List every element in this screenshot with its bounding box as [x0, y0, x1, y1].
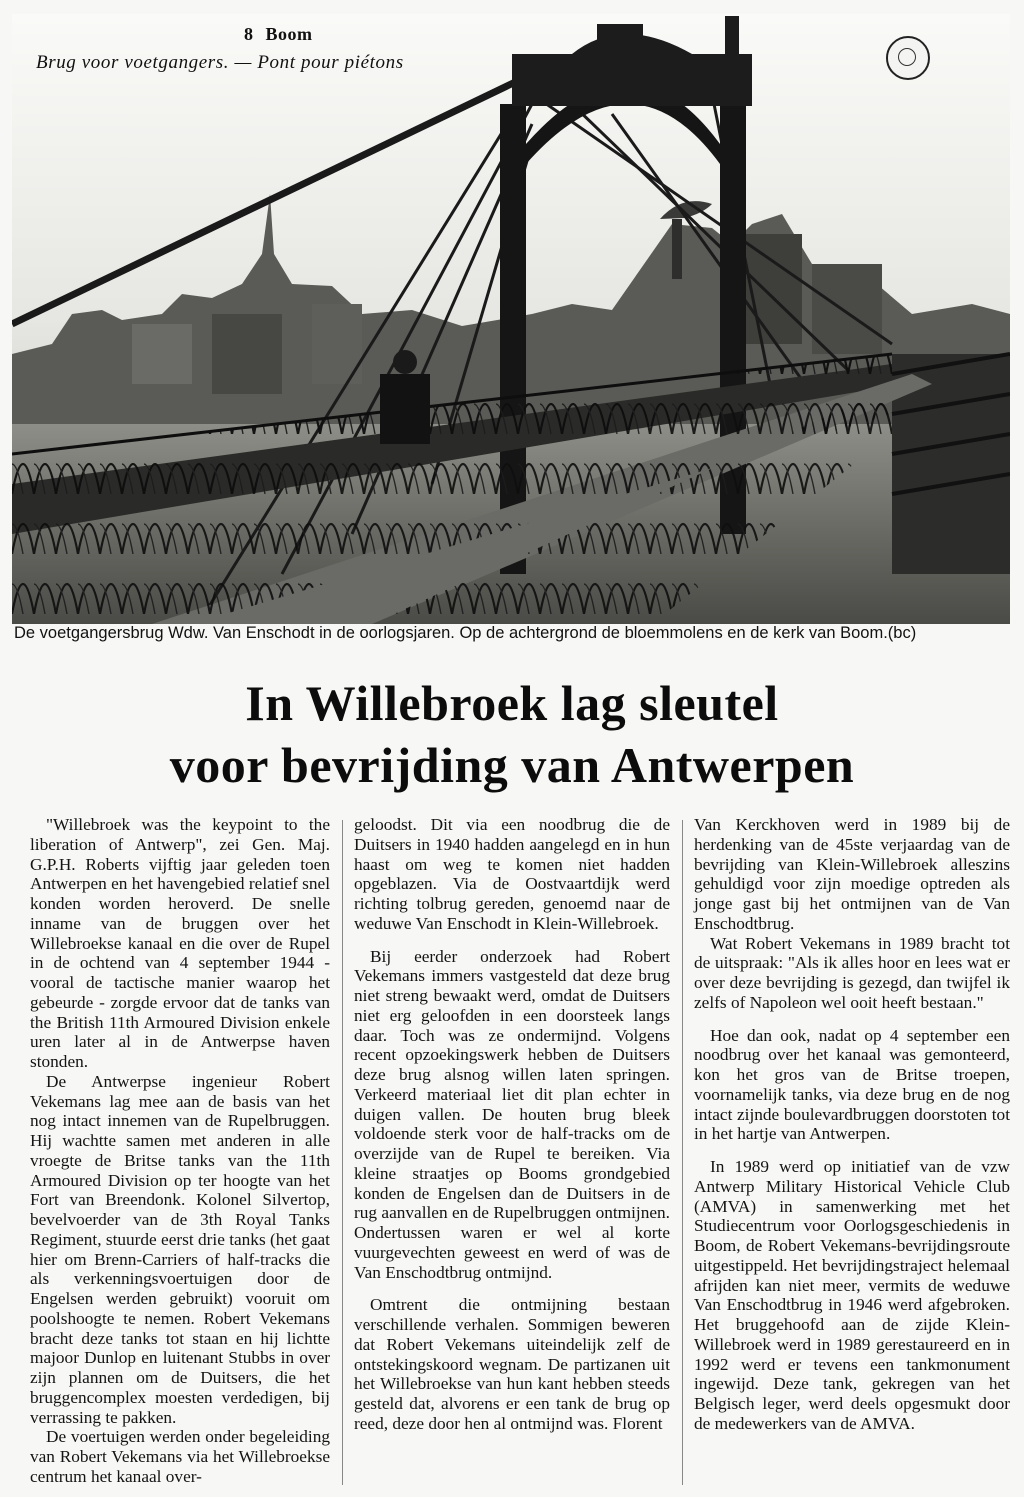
bridge-photo-drawing [12, 14, 1010, 624]
paragraph: Hoe dan ook, nadat op 4 september een noodbrug over het kanaal was gemonteerd, kon het gros van de Britse troepen, voornamelijk tanks, via deze brug en de nog intact zijnde boulevardbruggen doorstoten tot in het hartje van Antwerpen. [694, 1025, 1010, 1144]
bridge-photo [12, 14, 1010, 624]
photo-caption: De voetgangersbrug Wdw. Van Enschodt in de oorlogsjaren. Op de achtergrond de bloemmolens en de kerk van Boom.(bc) [14, 624, 917, 642]
photo-subtitle: Brug voor voetgangers. — Pont pour piétons [36, 52, 404, 73]
article-headline [0, 672, 1024, 796]
article-column-2 [354, 815, 670, 1434]
paragraph: Bij eerder onderzoek had Robert Vekemans immers vastgesteld dat deze brug niet streng bewaakt werd, omdat de Duitsers niet erg geloofden in een doorsteek langs daar. Toch was ze ondermijnd. Volgens recent opzoekingswerk hebben de Duitsers deze brug alsnog willen laten springen. Verkeerd materiaal liet dit plan echter in duigen vallen. De houten brug bleek voldoende sterk voor de half-tracks om de overzijde van de Rupel te bereiken. Via kleine straatjes op Booms grondgebied konden de Engelsen dan de Duitsers in de rug aanvallen en de Rupelbruggen ontmijnen. Ondertussen waren er wel al korte vuurgevechten geweest en werd of was de Van Enschodtbrug ontmijnd. [354, 946, 670, 1282]
paragraph: Omtrent die ontmijning bestaan verschillende verhalen. Sommigen beweren dat Robert Vekemans uiteindelijk zelf de ontstekingskoord wegnam. De partizanen uit het Willebroekse van hun kant hebben steeds gesteld dat, alvorens er een tank de brug op reed, deze door hen al ontmijnd was. Florent [354, 1295, 670, 1433]
paragraph: In 1989 werd op initiatief van de vzw Antwerp Military Historical Vehicle Club (AMVA) in samenwerking met het Studiecentrum voor Oorlogsgeschiedenis in Boom, de Robert Vekemans-bevrijdingsroute uitgestippeld. Het bevrijdingstraject helemaal afrijden kan niet meer, vermits de weduwe Van Enschodtbrug in 1946 werd afgebroken. Het bruggehoofd aan de zijde Klein-Willebroek werd in 1989 gerestaureerd en in 1992 werd er tevens een tankmonument ingewijd. Deze tank, gekregen van het Belgisch leger, werd deels opgesmukt door de medewerkers van de AMVA. [694, 1157, 1010, 1433]
column-divider [682, 820, 683, 1485]
article-column-3 [694, 815, 1010, 1434]
page-number: 8 [244, 24, 254, 44]
page-header [244, 24, 313, 45]
paragraph: Wat Robert Vekemans in 1989 bracht tot de uitspraak: "Als ik alles hoor en lees wat er over deze bevrijding is gezegd, dan twijfel ik zelfs of Napoleon wel ooit heeft bestaan." [694, 933, 1010, 1012]
headline-line-2: voor bevrijding van Antwerpen [169, 737, 855, 793]
paragraph: geloodst. Dit via een noodbrug die de Duitsers in 1940 hadden aangelegd en in hun haast om weg te komen niet hadden opgeblazen. Via de Oostvaartdijk werd richting tolbrug gereden, genoemd naar de weduwe Van Enschodt in Klein-Willebroek. [354, 815, 670, 933]
paragraph: De Antwerpse ingenieur Robert Vekemans lag mee aan de basis van het nog intact innemen van de Rupelbruggen. Hij wachtte samen met anderen in alle vroegte de Britse tanks van the 11th Armoured Division op ter hoogte van het Fort van Breendonk. Kolonel Silvertop, bevelvoerder van de 3th Royal Tanks Regiment, stuurde eerst drie tanks (het gaat hier om Brenn-Carriers of half-tracks die als verkenningsvoertuigen door de Engelsen werden gebruikt) vooruit om poolshoogte te nemen. Robert Vekemans bracht deze tanks tot staan en hij lichtte majoor Dunlop en luitenant Stubbs in over zijn plannen om de Duitsers, die het bruggencomplex moesten verdedigen, bij verrassing te pakken. [30, 1071, 330, 1427]
archive-stamp-icon [886, 36, 930, 80]
section-name: Boom [265, 24, 313, 44]
column-divider [342, 820, 343, 1485]
paragraph: De voertuigen werden onder begeleiding van Robert Vekemans via het Willebroekse centrum het kanaal over- [30, 1427, 330, 1486]
paragraph: Van Kerckhoven werd in 1989 bij de herdenking van de 45ste verjaardag van de bevrijding van Klein-Willebroek alleszins gehuldigd voor zijn moedige optreden als jonge gast bij het ontmijnen van de Van Enschodtbrug. [694, 815, 1010, 933]
paragraph: "Willebroek was the keypoint to the liberation of Antwerp", zei Gen. Maj. G.P.H. Roberts vijftig jaar geleden toen Antwerpen en het havengebied relatief snel konden worden heroverd. De snelle inname van de bruggen over het Willebroekse kanaal en die over de Rupel in de ochtend van 4 september 1944 - vooral de tactische manier waarop het gebeurde - zorgde ervoor dat de tanks van the British 11th Armoured Division enkele uren later al in de Antwerpse haven stonden. [30, 815, 330, 1071]
headline-line-1: In Willebroek lag sleutel [245, 675, 779, 731]
article-column-1 [30, 815, 330, 1487]
